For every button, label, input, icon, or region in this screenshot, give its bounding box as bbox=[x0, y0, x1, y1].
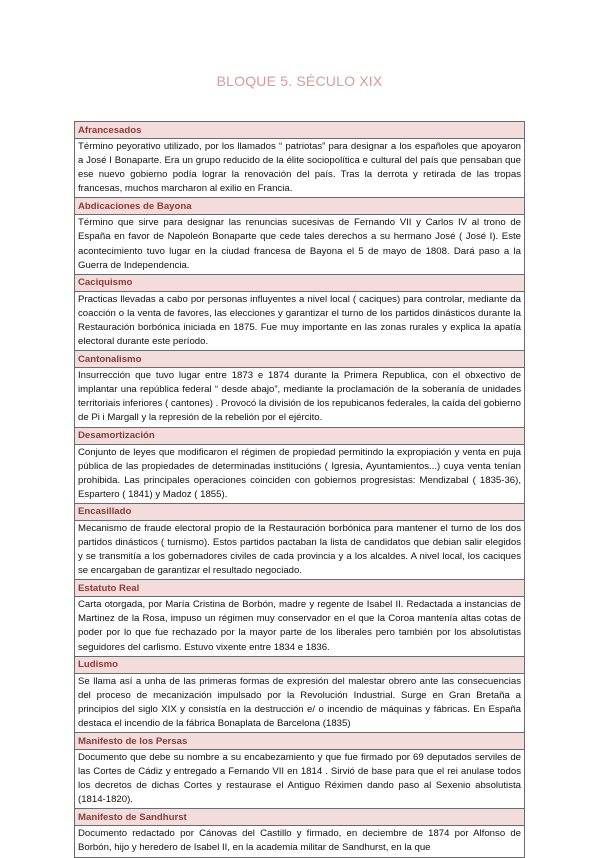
term-heading: Encasillado bbox=[78, 506, 132, 518]
definition-cell bbox=[75, 826, 525, 857]
term-cell bbox=[75, 351, 525, 368]
definition-cell bbox=[75, 368, 525, 427]
term-cell bbox=[75, 656, 525, 673]
term-cell bbox=[75, 427, 525, 444]
term-heading: Manifesto de Sandhurst bbox=[78, 811, 187, 823]
definition-cell bbox=[75, 291, 525, 350]
term-cell bbox=[75, 122, 525, 139]
term-definition: Conjunto de leyes que modificaron el régimen de propiedad permitindo la expropiación y venta en puja pública de las propiedades de determinadas institucións ( Igresia, Ayuntamientos...) cuya venta tenían prohibida. Las principales operaciones coinciden con gobiernos progresistas: Mendizabal ( 1835-36), Espartero ( 1841) y Madoz ( 1855). bbox=[78, 446, 521, 500]
term-heading: Cantonalismo bbox=[78, 353, 142, 365]
term-definition: Carta otorgada, por María Cristina de Borbón, madre y regente de Isabel II. Redactada a instancias de Martinez de la Rosa, impuso un régimen muy conservador en el que la Coroa mantenía altas cotas de poder por lo que fue rechazado por la mayor parte de los liberales pero también por los absolutistas seguidores del carlismo. Estuvo vixente entre 1834 e 1836. bbox=[78, 599, 521, 653]
term-heading: Estatuto Real bbox=[78, 582, 140, 594]
term-heading: Afrancesados bbox=[78, 124, 142, 136]
term-cell bbox=[75, 198, 525, 215]
term-cell bbox=[75, 580, 525, 597]
term-heading: Abdicaciones de Bayona bbox=[78, 200, 192, 212]
definition-cell bbox=[75, 139, 525, 198]
definition-cell bbox=[75, 673, 525, 732]
glossary-table bbox=[74, 121, 525, 858]
term-definition: Insurrección que tuvo lugar entre 1873 e 1874 durante la Primera Republica, con el obxectivo de implantar una república federal “ desde abajo”, mediante la proclamación de la soberanía de unidades territoriais inferiores ( cantones) . Provocó la división de los repubicanos federales, la caída del gobierno de Pi i Margall y la represión de la rebelión por el ejército. bbox=[78, 370, 521, 424]
term-heading: Caciquismo bbox=[78, 277, 133, 289]
term-cell bbox=[75, 733, 525, 750]
term-definition: Término que sirve para designar las renuncias sucesivas de Fernando VII y Carlos IV al trono de España en favor de Napoleón Bonaparte que cede tales derechos a su hermano José ( José I). Este acontecimiento tuvo lugar en la ciudad francesa de Bayona el 5 de mayo de 1808. Dará paso a la Guerra de Independencia. bbox=[78, 217, 521, 271]
term-heading: Desamortización bbox=[78, 430, 155, 441]
definition-cell bbox=[75, 444, 525, 503]
term-definition: Practicas llevadas a cabo por personas influyentes a nivel local ( caciques) para controlar, mediante da coacción o la venta de favores, las elecciones y garantizar el turno de los partidos dinásticos durante la Restauración borbónica iniciada en 1875. Fue muy importante en las zonas rurales y explica la apatía electoral durante este período. bbox=[78, 293, 521, 348]
term-heading: Manifesto de los Persas bbox=[78, 735, 188, 747]
definition-cell bbox=[75, 597, 525, 656]
definition-cell bbox=[75, 215, 525, 274]
term-definition: Documento que debe su nombre a su encabezamiento y que fue firmado por 69 deputados serviles de las Cortes de Cádiz y entregado a Fernando VII en 1814 . Sirvió de base para que el rei anulase todos los decretos de dichas Cortes y restaurase el Antiguo Réximen dando paso al Sexenio absolutista (1814-1820). bbox=[78, 752, 521, 806]
term-cell bbox=[75, 503, 525, 520]
term-definition: Documento redactado por Cánovas del Castillo y firmado, en deciembre de 1874 por Alfonso de Borbón, hijo y heredero de Isabel II, en la academia militar de Sandhurst, en la que bbox=[78, 828, 521, 854]
definition-cell bbox=[75, 520, 525, 579]
term-cell bbox=[75, 274, 525, 291]
term-definition: Se llama así a unha de las primeras formas de expresión del malestar obrero ante las consecuencias del proceso de mecanización impulsado por la Revolución Industrial. Surge en Gran Bretaña a principios del siglo XIX y consistía en la destrucción e/ o incendio de máquinas y fábricas. En España destaca el incendio de la fábrica Bonaplata de Barcelona (1835) bbox=[78, 675, 521, 729]
definition-cell bbox=[75, 750, 525, 809]
term-definition: Mecanismo de fraude electoral propio de la Restauración borbónica para mantener el turno de los dos partidos dinásticos ( turnismo). Estos partidos pactaban la lista de candidatos que debian salir elegidos y se transmitía a los gobernadores civiles de cada provincia y a los alcaldes. A nivel local, los caciques se encargaban de garantizar el resultado negociado. bbox=[78, 522, 521, 577]
page-title: BLOQUE 5. SÉCULO XIX bbox=[216, 73, 383, 89]
term-definition: Término peyorativo utilizado, por los llamados “ patriotas” para designar a los españoles que apoyaron a José I Bonaparte. Era un grupo reducido de la élite sociopolítica e cultural del país que pensaban que ese nuevo gobierno podía lograr la renovación del país. Tras la derrota y retirada de las tropas francesas, muchos marcharon al exilio en Francia. bbox=[78, 141, 521, 195]
term-heading: Ludismo bbox=[78, 659, 118, 671]
term-cell bbox=[75, 809, 525, 826]
